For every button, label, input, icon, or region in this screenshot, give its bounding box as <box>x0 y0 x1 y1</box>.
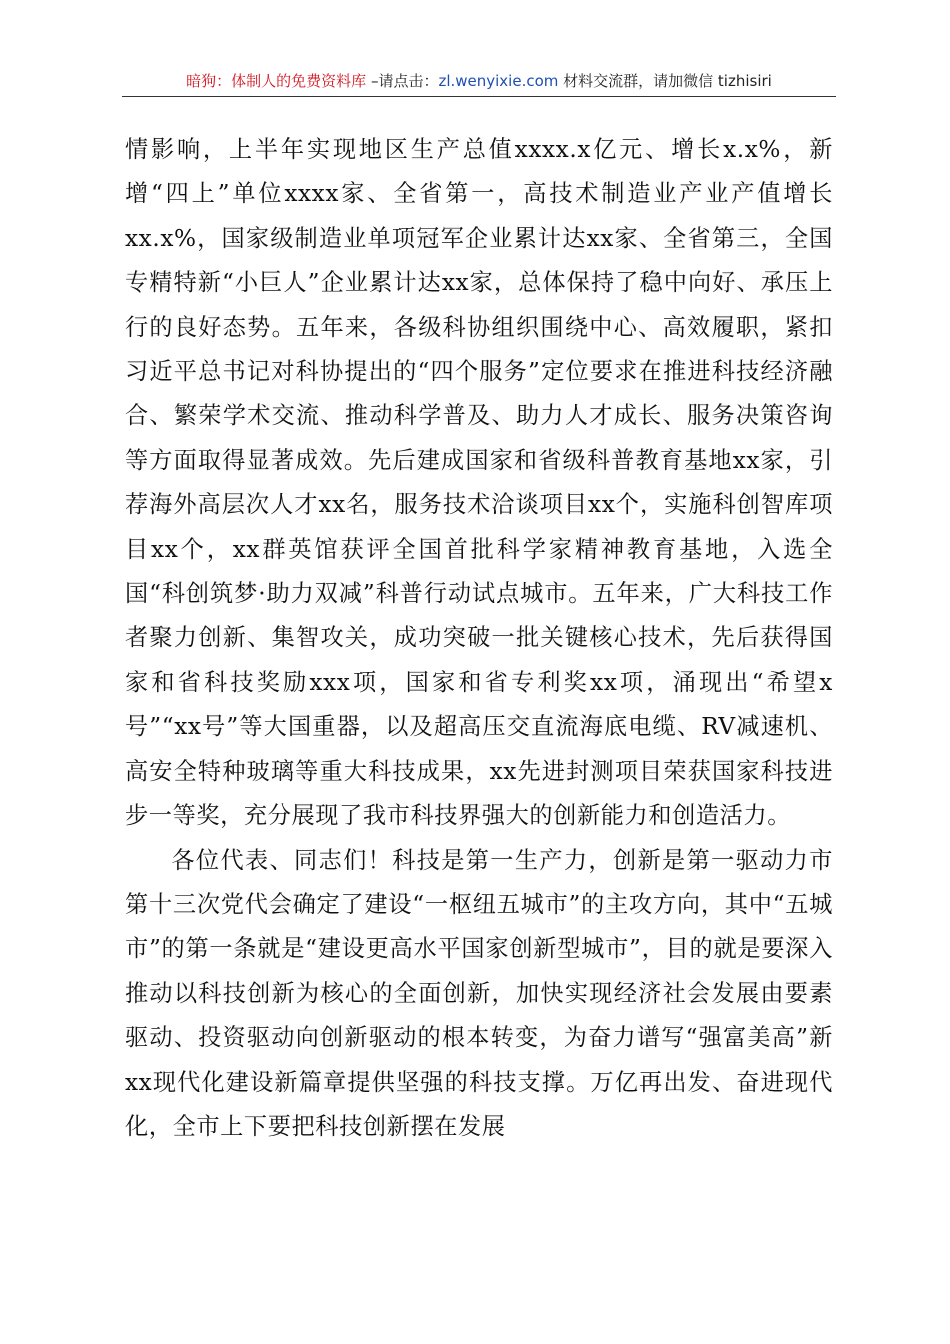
header-contact: 材料交流群，请加微信 tizhisiri <box>558 72 772 90</box>
page-header <box>122 70 836 97</box>
paragraph-continued: 情影响，上半年实现地区生产总值xxxx.x亿元、增长x.x%，新增“四上”单位xxxx家、全省第一，高技术制造业产业产值增长xx.x%，国家级制造业单项冠军企业累计达xx家、全省第三，全国专精特新“小巨人”企业累计达xx家，总体保持了稳中向好、承压上行的良好态势。五年来，各级科协组织围绕中心、高效履职，紧扣习近平总书记对科协提出的“四个服务”定位要求在推进科技经济融合、繁荣学术交流、推动科学普及、助力人才成长、服务决策咨询等方面取得显著成效。先后建成国家和省级科普教育基地xx家，引荐海外高层次人才xx名，服务技术洽谈项目xx个，实施科创智库项目xx个，xx群英馆获评全国首批科学家精神教育基地，入选全国“科创筑梦·助力双减”科普行动试点城市。五年来，广大科技工作者聚力创新、集智攻关，成功突破一批关键核心技术，先后获得国家和省科技奖励xxx项，国家和省专利奖xx项，涌现出“希望x号”“xx号”等大国重器，以及超高压交直流海底电缆、RV减速机、高安全特种玻璃等重大科技成果，xx先进封测项目荣获国家科技进步一等奖，充分展现了我市科技界强大的创新能力和创造活力。 <box>125 136 833 830</box>
header-prompt: –请点击： <box>366 72 439 90</box>
header-link[interactable]: zl.wenyixie.com <box>438 72 559 90</box>
header-brand: 暗狗：体制人的免费资料库 <box>186 72 367 90</box>
document-body <box>125 128 833 1149</box>
paragraph: 各位代表、同志们！科技是第一生产力，创新是第一驱动力市第十三次党代会确定了建设“一枢纽五城市”的主攻方向，其中“五城市”的第一条就是“建设更高水平国家创新型城市”，目的就是要深入推动以科技创新为核心的全面创新，加快实现经济社会发展由要素驱动、投资驱动向创新驱动的根本转变，为奋力谱写“强富美高”新xx现代化建设新篇章提供坚强的科技支撑。万亿再出发、奋进现代化，全市上下要把科技创新摆在发展 <box>125 846 833 1140</box>
